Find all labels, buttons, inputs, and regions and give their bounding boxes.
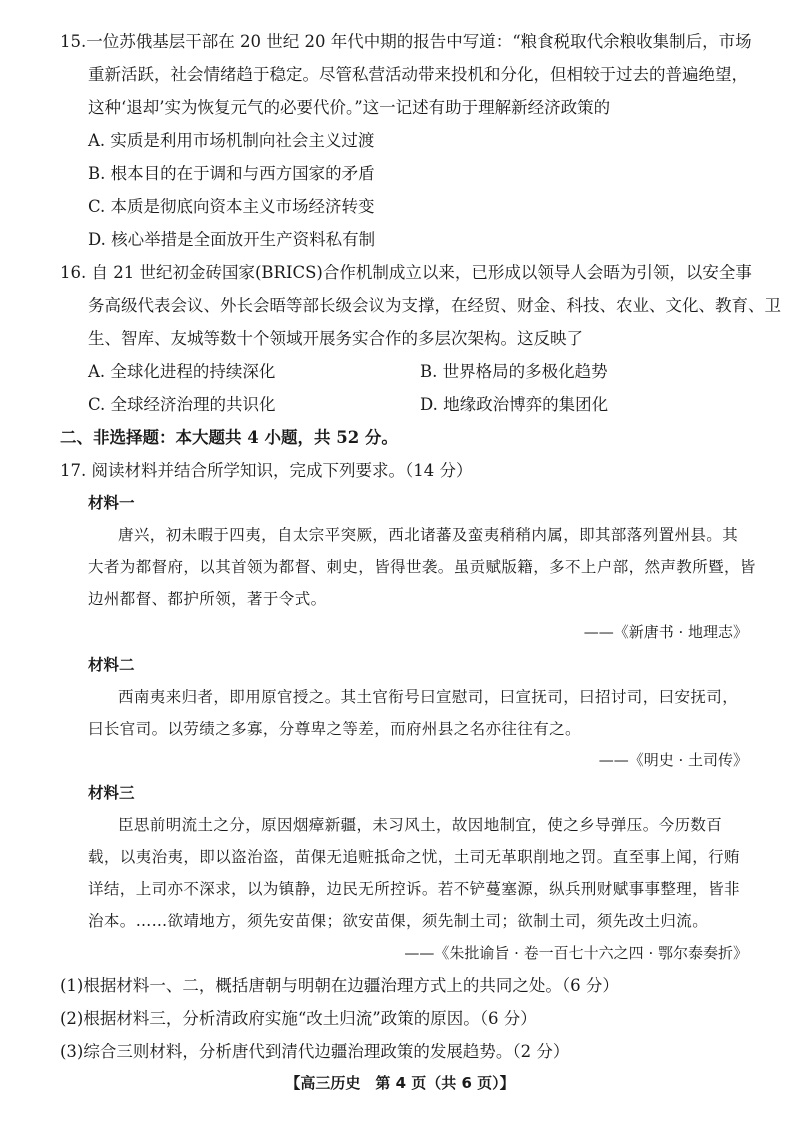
material-3-line: 臣思前明流土之分，原因烟瘴新疆，未习风土，故因地制宜，使之乡导弹压。今历数百 — [118, 816, 723, 834]
material-3-title: 材料三 — [88, 784, 135, 802]
section-2-heading: 二、非选择题：本大题共 4 小题，共 52 分。 — [60, 428, 398, 447]
q16-option-a: A. 全球化进程的持续深化 — [88, 362, 276, 381]
q16-stem-line-1: 16. 自 21 世纪初金砖国家(BRICS)合作机制成立以来，已形成以领导人会晤为引领，以安全事 — [60, 263, 752, 282]
material-1-line: 唐兴，初未暇于四夷，自太宗平突厥，西北诸蕃及蛮夷稍稍内属，即其部落列置州县。其 — [118, 526, 739, 544]
material-1-title: 材料一 — [88, 494, 135, 512]
q15-stem-line-3: 这种‘退却’实为恢复元气的必要代价。”这一记述有助于理解新经济政策的 — [88, 98, 611, 117]
q17-subquestion-1: (1)根据材料一、二，概括唐朝与明朝在边疆治理方式上的共同之处。（6 分） — [60, 976, 619, 995]
material-2-source: ——《明史 · 土司传》 — [598, 751, 748, 769]
q15-option-c: C. 本质是彻底向资本主义市场经济转变 — [88, 197, 375, 216]
page-footer: 【高三历史 第 4 页（共 6 页）】 — [285, 1074, 515, 1092]
q16-option-b: B. 世界格局的多极化趋势 — [420, 362, 608, 381]
q15-option-d: D. 核心举措是全面放开生产资料私有制 — [88, 230, 376, 249]
q15-option-a: A. 实质是利用市场机制向社会主义过渡 — [88, 131, 375, 150]
q15-stem-line-2: 重新活跃，社会情绪趋于稳定。尽管私营活动带来投机和分化，但相较于过去的普遍绝望， — [88, 65, 748, 84]
q15-option-b: B. 根本目的在于调和与西方国家的矛盾 — [88, 164, 375, 183]
q16-option-d: D. 地缘政治博弈的集团化 — [420, 395, 609, 414]
q17-subquestion-2: (2)根据材料三，分析清政府实施“改土归流”政策的原因。（6 分） — [60, 1009, 537, 1028]
q15-stem-line-1: 15.一位苏俄基层干部在 20 世纪 20 年代中期的报告中写道：“粮食税取代余粮收集制后，市场 — [60, 32, 752, 51]
q16-stem-line-2: 务高级代表会议、外长会晤等部长级会议为支撑，在经贸、财金、科技、农业、文化、教育、卫 — [88, 296, 781, 315]
material-3-line: 详结，上司亦不深求，以为镇静，边民无所控诉。若不铲蔓塞源，纵兵刑财赋事事整理，皆非 — [88, 880, 740, 898]
q16-option-c: C. 全球经济治理的共识化 — [88, 395, 276, 414]
material-2-line: 曰长官司。以劳绩之多寡，分尊卑之等差，而府州县之名亦往往有之。 — [88, 720, 581, 738]
material-1-line: 边州都督、都护所领，著于令式。 — [88, 590, 327, 608]
material-1-source: ——《新唐书 · 地理志》 — [583, 623, 748, 641]
material-2-title: 材料二 — [88, 656, 135, 674]
q17-stem: 17. 阅读材料并结合所学知识，完成下列要求。（14 分） — [60, 461, 473, 480]
material-1-line: 大者为都督府，以其首领为都督、刺史，皆得世袭。虽贡赋版籍，多不上户部，然声教所暨，皆 — [88, 558, 756, 576]
material-2-line: 西南夷来归者，即用原官授之。其土官衔号曰宣慰司，曰宣抚司，曰招讨司，曰安抚司， — [118, 688, 739, 706]
material-3-line: 治本。……欲靖地方，须先安苗倮；欲安苗倮，须先制土司；欲制土司，须先改土归流。 — [88, 912, 709, 930]
q17-subquestion-3: (3)综合三则材料，分析唐代到清代边疆治理政策的发展趋势。（2 分） — [60, 1042, 570, 1061]
material-3-source: ——《朱批谕旨 · 卷一百七十六之四 · 鄂尔泰奏折》 — [404, 944, 748, 962]
q16-stem-line-3: 生、智库、友城等数十个领域开展务实合作的多层次架构。这反映了 — [88, 329, 583, 348]
material-3-line: 载，以夷治夷，即以盗治盗，苗倮无追赃抵命之忧，土司无革职削地之罚。直至事上闻，行贿 — [88, 848, 740, 866]
